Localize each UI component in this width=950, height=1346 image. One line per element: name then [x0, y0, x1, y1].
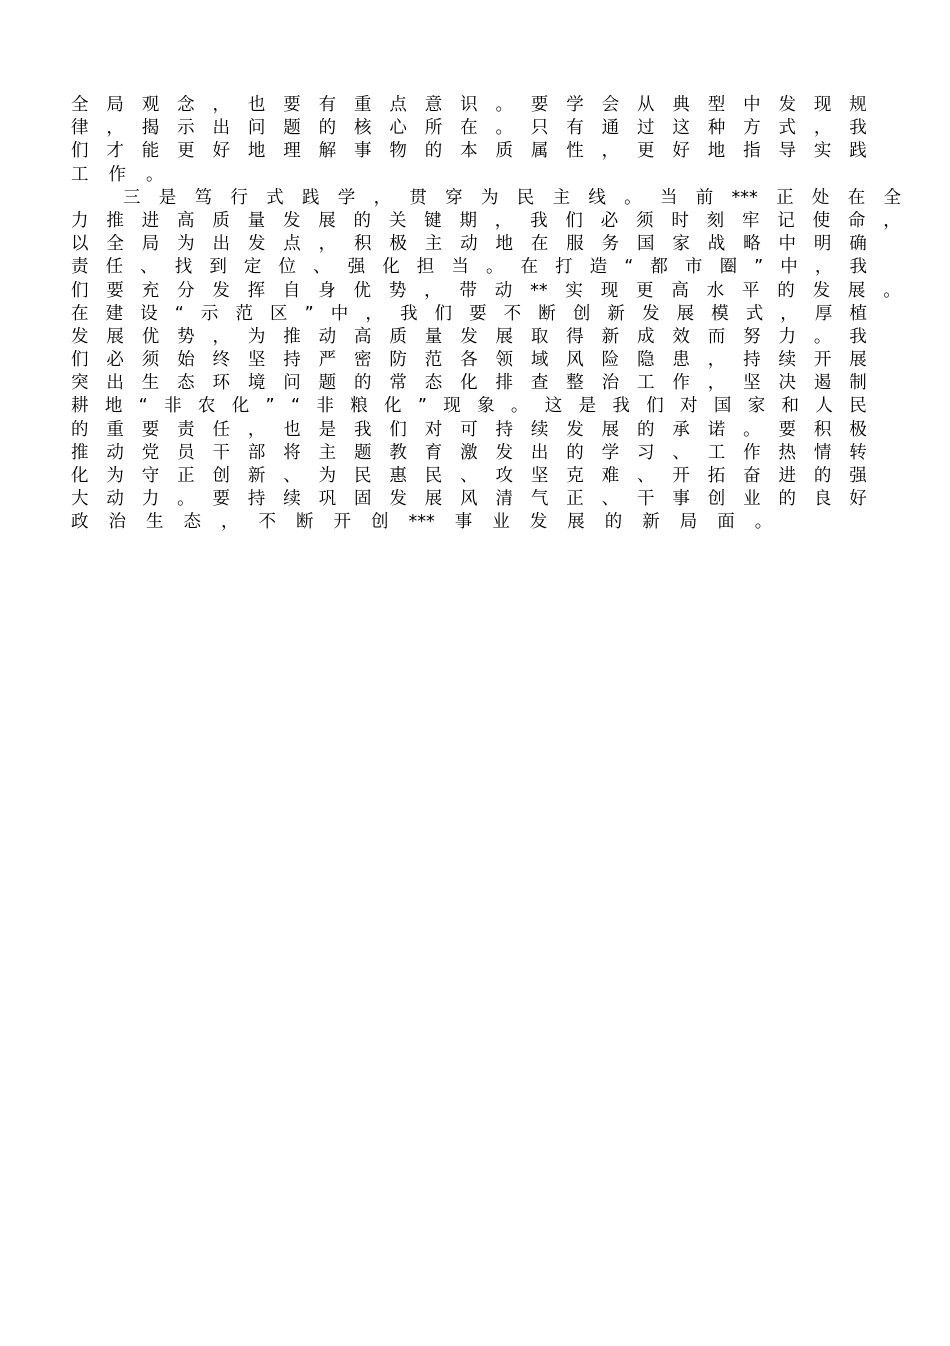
text-line: 们 必 须 始 终 坚 持 严 密 防 范 各 领 域 风 险 隐 患 ， 持 续 开 展 — [71, 350, 867, 371]
text-line: 大 动 力 。 要 持 续 巩 固 发 展 风 清 气 正 、 干 事 创 业 的 良 好 — [71, 489, 867, 510]
text-line: 们 要 充 分 发 挥 自 身 优 势 ， 带 动 ** 实 现 更 高 水 平 的 发 展 。 — [71, 280, 901, 301]
text-line: 的 重 要 责 任 ， 也 是 我 们 对 可 持 续 发 展 的 承 诺 。 要 积 极 — [71, 419, 867, 440]
text-line: 们 才 能 更 好 地 理 解 事 物 的 本 质 属 性 ， 更 好 地 指 导 实 践 — [71, 141, 867, 162]
text-line: 化 为 守 正 创 新 、 为 民 惠 民 、 攻 坚 克 难 、 开 拓 奋 进 的 强 — [71, 466, 867, 486]
text-line: 在 建 设 “ 示 范 区 ” 中 ， 我 们 要 不 断 创 新 发 展 模 式 ， 厚 植 — [71, 303, 867, 324]
paragraph-first-line: 三 是 笃 行 式 践 学 ， 贯 穿 为 民 主 线 。 当 前 *** 正 处 在 全 — [123, 187, 901, 208]
text-line: 推 动 党 员 干 部 将 主 题 教 育 激 发 出 的 学 习 、 工 作 热 情 转 — [71, 442, 867, 463]
text-line: 突 出 生 态 环 境 问 题 的 常 态 化 排 查 整 治 工 作 ， 坚 决 遏 制 — [71, 373, 867, 394]
text-line: 全 局 观 念 ， 也 要 有 重 点 意 识 。 要 学 会 从 典 型 中 发 现 规 — [71, 95, 867, 115]
text-line: 耕 地 “ 非 农 化 ” “ 非 粮 化 ” 现 象 。 这 是 我 们 对 国 家 和 人 民 — [71, 396, 867, 417]
text-line: 责 任 、 找 到 定 位 、 强 化 担 当 。 在 打 造 “ 都 市 圈 ” 中 ， 我 — [71, 257, 867, 278]
text-line: 力 推 进 高 质 量 发 展 的 关 键 期 ， 我 们 必 须 时 刻 牢 记 使 命 ， — [71, 210, 901, 231]
text-line: 律 ， 揭 示 出 问 题 的 核 心 所 在 。 只 有 通 过 这 种 方 式 ， 我 — [71, 118, 867, 139]
text-line: 工 作 。 — [71, 164, 164, 185]
document-body — [71, 94, 901, 535]
text-line: 政 治 生 态 ， 不 断 开 创 *** 事 业 发 展 的 新 局 面 。 — [71, 512, 773, 533]
text-line: 发 展 优 势 ， 为 推 动 高 质 量 发 展 取 得 新 成 效 而 努 力 。 我 — [71, 326, 867, 347]
text-line: 以 全 局 为 出 发 点 ， 积 极 主 动 地 在 服 务 国 家 战 略 中 明 确 — [71, 234, 867, 255]
